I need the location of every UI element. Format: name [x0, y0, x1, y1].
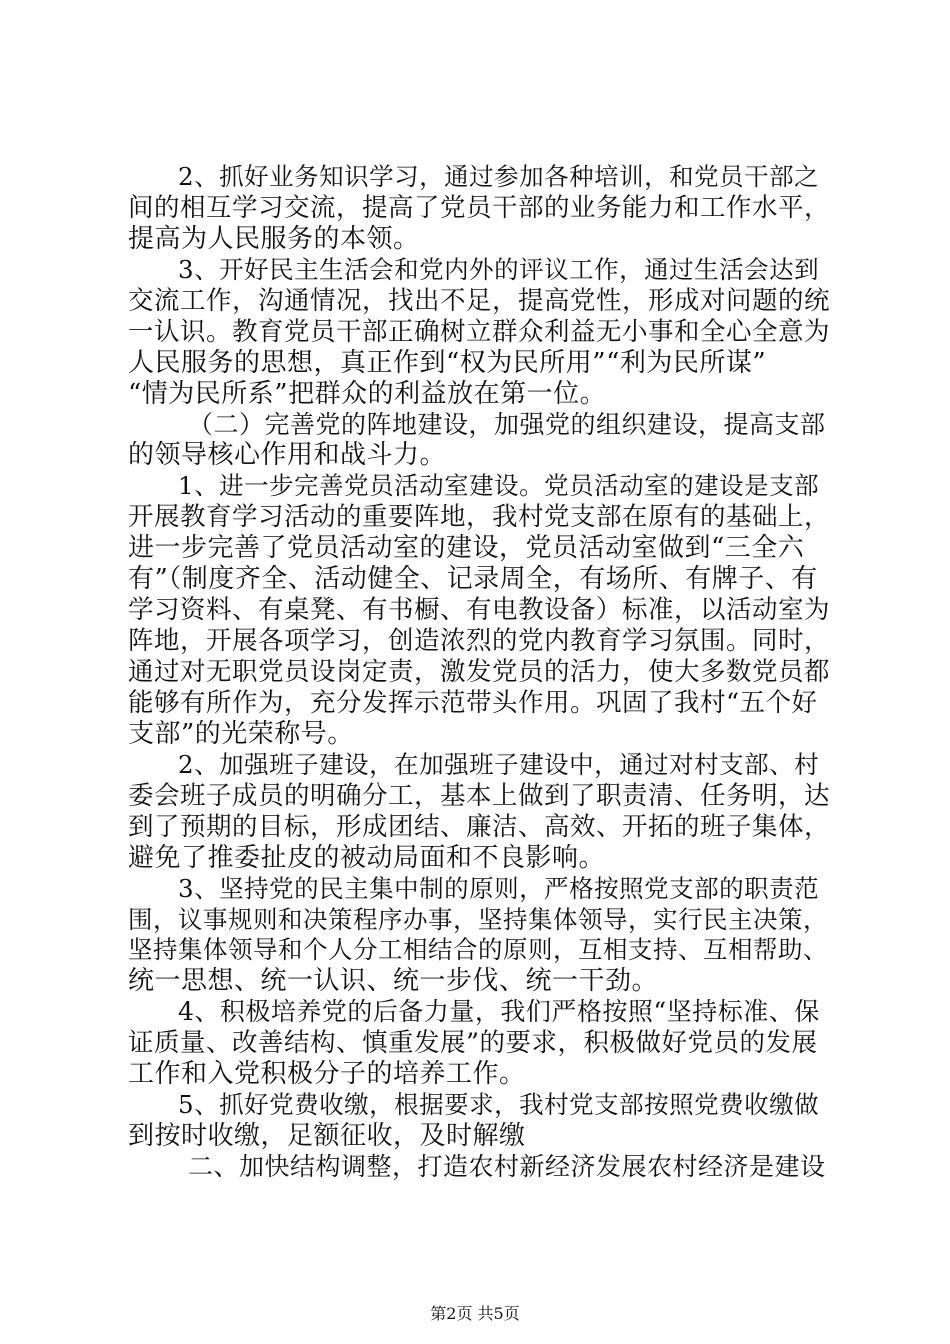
text-line: 阵地，开展各项学习，创造浓烈的党内教育学习氛围。同时，	[128, 626, 831, 656]
text-line: 通过对无职党员设岗定责，激发党员的活力，使大多数党员都	[128, 657, 831, 687]
text-line: 2、加强班子建设，在加强班子建设中，通过对村支部、村	[178, 750, 820, 779]
text-line: 支部”的光荣称号。	[128, 719, 354, 749]
text-line: 提高为人民服务的本领。	[128, 224, 420, 254]
text-line: 一认识。教育党员干部正确树立群众利益无小事和全心全意为	[128, 317, 831, 347]
text-line: 证质量、改善结构、慎重发展”的要求，积极做好党员的发展	[128, 1028, 818, 1058]
text-line: 有”（制度齐全、活动健全、记录周全，有场所、有牌子、有	[128, 564, 818, 594]
text-line: “情为民所系”把群众的利益放在第一位。	[128, 379, 607, 409]
section-heading-line: （二）完善党的阵地建设，加强党的组织建设，提高支部	[188, 410, 826, 439]
text-line: 委会班子成员的明确分工，基本上做到了职责清、任务明，达	[128, 781, 831, 811]
text-line: 避免了推委扯皮的被动局面和不良影响。	[128, 843, 606, 873]
text-line: 3、坚持党的民主集中制的原则，严格按照党支部的职责范	[178, 874, 820, 903]
text-line: 坚持集体领导和个人分工相结合的原则，互相支持、互相帮助、	[128, 935, 828, 964]
text-line: 交流工作，沟通情况，找出不足，提高党性，形成对问题的统	[128, 286, 831, 316]
text-line: 围，议事规则和决策程序办事，坚持集体领导，实行民主决策，	[128, 905, 828, 934]
text-line: 5、抓好党费收缴，根据要求，我村党支部按照党费收缴做	[178, 1090, 820, 1119]
section-heading-line: 二、加快结构调整，打造农村新经济发展农村经济是建设	[188, 1152, 826, 1181]
text-line: 进一步完善了党员活动室的建设，党员活动室做到“三全六	[128, 533, 805, 563]
text-line: 工作和入党积极分子的培养工作。	[128, 1059, 526, 1089]
text-line: 2、抓好业务知识学习，通过参加各种培训，和党员干部之	[178, 162, 820, 191]
text-line: 1、进一步完善党员活动室建设。党员活动室的建设是支部	[178, 471, 820, 500]
section-heading-line: 的领导核心作用和战斗力。	[128, 440, 447, 470]
text-line: 3、开好民主生活会和党内外的评议工作，通过生活会达到	[178, 255, 820, 284]
text-line: 学习资料、有桌凳、有书橱、有电教设备）标准，以活动室为	[128, 595, 831, 625]
text-line: 统一思想、统一认识、统一步伐、统一干劲。	[128, 966, 659, 996]
text-line: 4、积极培养党的后备力量，我们严格按照“坚持标准、保	[178, 997, 820, 1026]
text-line: 开展教育学习活动的重要阵地，我村党支部在原有的基础上，	[128, 502, 831, 532]
text-line: 能够有所作为，充分发挥示范带头作用。巩固了我村“五个好	[128, 688, 818, 718]
text-line: 人民服务的思想，真正作到“权为民所用”“利为民所谋”	[128, 348, 767, 378]
text-line: 间的相互学习交流，提高了党员干部的业务能力和工作水平，	[128, 193, 831, 223]
text-line: 到了预期的目标，形成团结、廉洁、高效、开拓的班子集体，	[128, 812, 831, 842]
text-line: 到按时收缴，足额征收，及时解缴	[128, 1121, 526, 1151]
page-number-footer: 第2页 共5页	[430, 1304, 520, 1323]
